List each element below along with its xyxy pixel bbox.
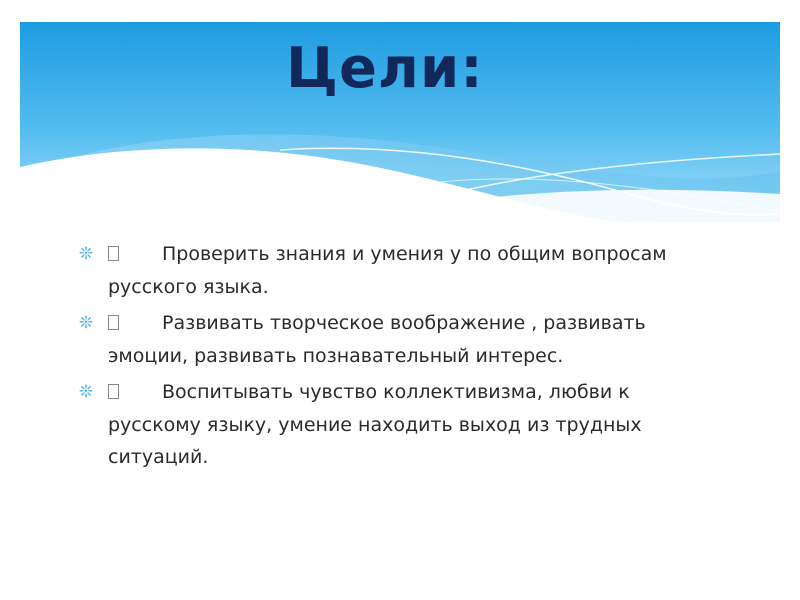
asterisk-bullet-icon: ❊ [78, 313, 94, 333]
missing-glyph-icon [108, 377, 162, 409]
goal-text: Развивать творческое воображение , развивать эмоции, развивать познавательный интерес. [108, 312, 646, 367]
asterisk-bullet-icon: ❊ [78, 382, 94, 402]
missing-glyph-icon [108, 308, 162, 340]
goals-list [76, 238, 716, 477]
goal-text: Проверить знания и умения у по общим вопросам русского языка. [108, 243, 667, 298]
goal-item [76, 376, 716, 473]
goal-item [76, 307, 716, 372]
missing-glyph-icon [108, 239, 162, 271]
goal-text: Воспитывать чувство коллективизма, любви к русскому языку, умение находить выход из трудных ситуаций. [108, 381, 642, 468]
goal-item [76, 238, 716, 303]
asterisk-bullet-icon: ❊ [78, 244, 94, 264]
slide-title: Цели: [286, 36, 484, 101]
